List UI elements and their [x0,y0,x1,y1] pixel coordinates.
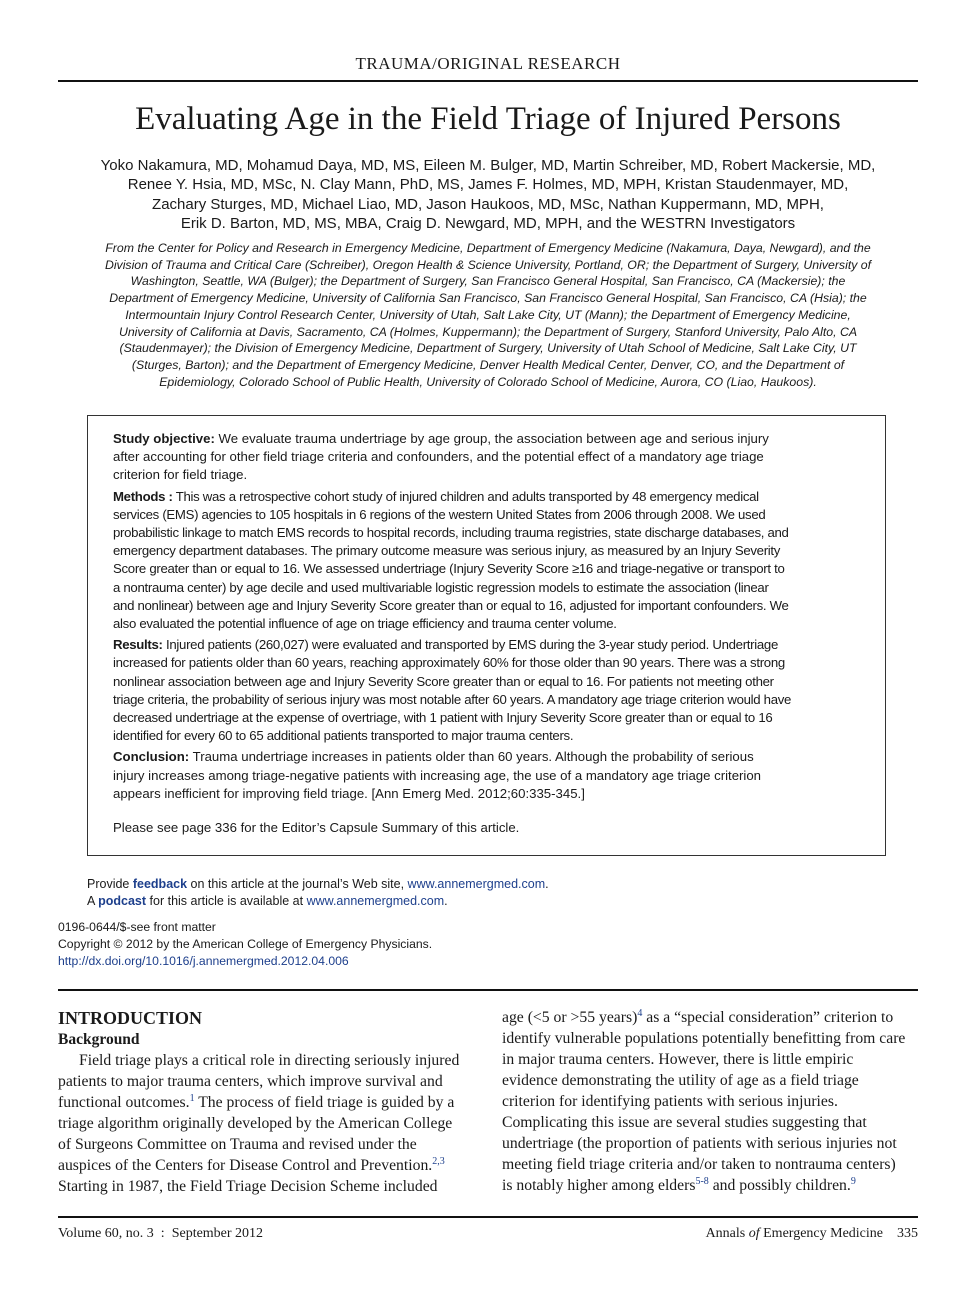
body-line [502,1175,918,1196]
body-text: functional outcomes. [58,1094,190,1111]
citation-link[interactable]: 5-8 [695,1175,709,1187]
conclusion-text: Trauma undertriage increases in patients older than 60 years. Although the probability of serious [192,749,754,765]
abstract-results [113,636,861,745]
affiliation-line: Department of Emergency Medicine, University of California San Francisco, San Francisco General Hospital, San Francisco, CA (Hsia); the [109,291,867,306]
journal-name [706,1226,883,1241]
conclusion-text: appears inefficient for improving field triage. [Ann Emerg Med. 2012;60:335-345.] [113,785,585,801]
methods-text: Score greater than or equal to 16. We assessed undertriage (Injury Severity Score ≥16 and triage-negative or transport to [113,561,785,577]
podcast-suffix: . [444,894,448,908]
body-line [58,1092,468,1113]
abstract-objective [113,430,861,485]
objective-text: after accounting for other field triage criteria and confounders, and the potential effect of a mandatory age triage [113,449,764,465]
body-line: evidence demonstrating the utility of age as a field triage [502,1072,859,1089]
doi-link[interactable]: http://dx.doi.org/10.1016/j.annemergmed.2012.04.006 [58,954,349,968]
conclusion-text: injury increases among triage-negative patients with increasing age, the use of a mandatory age triage criterion [113,767,762,783]
results-text: identified for every 60 to 65 additional patients transported to major trauma centers. [113,728,574,744]
objective-label: Study objective: [113,431,215,446]
methods-text: This was a retrospective cohort study of injured children and adults transported by 48 emergency medical [175,488,759,504]
copyright: Copyright © 2012 by the American College of Emergency Physicians. [58,937,433,951]
affiliation-line: Intermountain Injury Control Research Center, University of Utah, Salt Lake City, UT (Mann); the Department of Emergency Medicine, [125,307,851,322]
podcast-link[interactable]: podcast [98,894,147,908]
methods-text: and nonlinear) between age and Injury Severity Score greater than or equal to 16, adjusted for important confounders. We [113,597,789,613]
abstract-box [87,415,886,856]
methods-text: probabilistic linkage to match EMS records to hospital records, including trauma registries, state discharge databases, and [113,525,789,541]
body-line: meeting field triage criteria and/or taken to nontrauma centers) [502,1156,896,1173]
body-line: identify vulnerable populations potentially benefitting from care [502,1030,906,1047]
author-line: Yoko Nakamura, MD, Mohamud Daya, MD, MS, Eileen M. Bulger, MD, Martin Schreiber, MD, Robert Mackersie, MD, [100,157,876,174]
citation-link[interactable]: 2,3 [432,1155,445,1167]
body-text: is notably higher among elders [502,1177,696,1194]
section-heading: INTRODUCTION [58,1008,203,1028]
objective-text: We evaluate trauma undertriage by age group, the association between age and serious injury [218,431,769,446]
affiliation-line: Washington, Seattle, WA (Bulger); the Department of Surgery, San Francisco General Hospital, San Francisco, CA (Mackersie); the [130,274,846,289]
website-link[interactable]: www.annemergmed.com [306,894,445,908]
methods-label: Methods : [113,488,173,504]
results-text: nonlinear association between age and Injury Severity Score greater than or equal to 16. For patients not meeting other [113,673,774,689]
author-line: Erik D. Barton, MD, MS, MBA, Craig D. Newgard, MD, MPH, and the WESTRN Investigators [180,214,796,232]
volume-info: Volume 60, no. 3 : September 2012 [58,1226,264,1241]
body-line: triage algorithm originally developed by the American College [58,1115,453,1132]
front-matter [58,919,432,970]
affiliation-line: (Staudenmayer); the Division of Emergency Medicine, Department of Surgery, University of Utah School of Medicine, Salt Lake City, UT [119,341,857,356]
objective-text: criterion for field triage. [113,467,248,483]
conclusion-label: Conclusion: [113,749,190,765]
body-line: criterion for identifying patients with serious injuries. [502,1093,838,1110]
podcast-middle: for this article is available at [146,894,307,908]
podcast-prefix: A [87,894,99,908]
body-line: patients to major trauma centers, which improve survival and [58,1073,443,1090]
capsule-summary-note: Please see page 336 for the Editor’s Capsule Summary of this article. [113,820,520,836]
section-rule [58,989,918,991]
abstract-methods [113,488,861,634]
body-text: auspices of the Centers for Disease Control and Prevention. [58,1157,433,1174]
author-list [58,156,918,233]
body-line: undertriage (the proportion of patients with serious injuries not [502,1135,897,1152]
body-column-right [502,1007,918,1196]
author-line: Renee Y. Hsia, MD, MSc, N. Clay Mann, PhD, MS, James F. Holmes, MD, MPH, Kristan Staudenmayer, MD, [127,176,849,194]
body-line: Complicating this issue are several studies suggesting that [502,1114,867,1131]
citation-link[interactable]: 1 [189,1092,195,1104]
methods-text: also evaluated the potential influence of age on triage efficiency and trauma center volume. [113,616,617,632]
results-label: Results: [113,637,163,653]
feedback-middle: on this article at the journal’s Web site, [187,877,408,891]
subsection-heading: Background [58,1031,140,1048]
affiliations [58,240,918,390]
footer-rule [58,1216,918,1218]
journal-name-part: Annals [705,1226,749,1241]
feedback-suffix: . [545,877,549,891]
body-line: of Surgeons Committee on Trauma and revised under the [58,1136,417,1153]
results-text: Injured patients (260,027) were evaluated and transported by EMS during the 3-year study period. Undertriage [166,637,778,653]
journal-name-part: of [748,1226,760,1241]
results-text: triage criteria, the probability of serious injury was most notable after 60 years. A mandatory age triage criterion would have [113,691,792,707]
article-title: Evaluating Age in the Field Triage of Injured Persons [135,101,841,137]
website-link[interactable]: www.annemergmed.com [407,877,546,891]
methods-text: a nontrauma center) by age decile and used multivariable logistic regression models to estimate the association (linear [113,579,769,595]
affiliation-line: (Sturges, Barton); and the Department of Emergency Medicine, Denver Health Medical Center, Denver, CO, and the Department of [131,357,845,372]
feedback-line [87,876,549,893]
body-line: Field triage plays a critical role in directing seriously injured [79,1052,460,1069]
author-line: Zachary Sturges, MD, Michael Liao, MD, Jason Haukoos, MD, MSc, Nathan Kuppermann, MD, MPH, [152,195,824,213]
abstract-conclusion [113,748,861,803]
issn: 0196-0644/$-see front matter [58,920,216,934]
results-text: decreased undertriage at the expense of overtriage, with 1 patient with Injury Severity Score greater than or equal to 16 [113,710,773,726]
results-text: increased for patients older than 60 years, reaching approximately 60% for those older than 90 years. There was a strong [113,655,785,671]
journal-name-part: Emergency Medicine [759,1226,883,1241]
methods-text: services (EMS) agencies to 105 hospitals in 6 regions of the western United States from 2006 through 2008. We used [113,506,766,522]
feedback-prefix: Provide [87,877,133,891]
body-column-left [58,1007,468,1197]
journal-footer [706,1226,918,1242]
body-line: Starting in 1987, the Field Triage Decision Scheme included [58,1178,438,1195]
affiliation-line: University of California at Davis, Sacramento, CA (Holmes, Kuppermann); the Department of Surgery, Stanford University, Palo Alto, CA [118,324,858,339]
body-text: age (<5 or >55 years) [502,1009,638,1026]
citation-link[interactable]: 9 [850,1175,856,1187]
affiliation-line: Epidemiology, Colorado School of Public Health, University of Colorado School of Medicine, Aurora, CO (Liao, Haukoos). [159,374,817,389]
podcast-line [87,893,549,910]
body-text: The process of field triage is guided by a [194,1094,455,1111]
affiliation-line: From the Center for Policy and Research in Emergency Medicine, Department of Emergency Medicine (Nakamura, Daya, Newgard), and the [105,241,871,255]
body-line: in major trauma centers. However, there is little empiric [502,1051,854,1068]
body-text: and possibly children. [708,1177,851,1194]
body-line [502,1007,918,1028]
affiliation-line: Division of Trauma and Critical Care (Schreiber), Oregon Health & Science University, Portland, OR; the Department of Surgery, University of [104,257,872,272]
header-rule [58,80,918,82]
body-line [58,1155,468,1176]
citation-link[interactable]: 4 [637,1007,643,1019]
methods-text: emergency department databases. The primary outcome measure was serious injury, as measured by an Injury Severity [113,543,781,559]
feedback-link[interactable]: feedback [132,877,188,891]
section-label: TRAUMA/ORIGINAL RESEARCH [355,54,621,73]
page-number: 335 [897,1226,918,1241]
web-links [87,876,549,910]
body-text: as a “special consideration” criterion to [642,1009,894,1026]
